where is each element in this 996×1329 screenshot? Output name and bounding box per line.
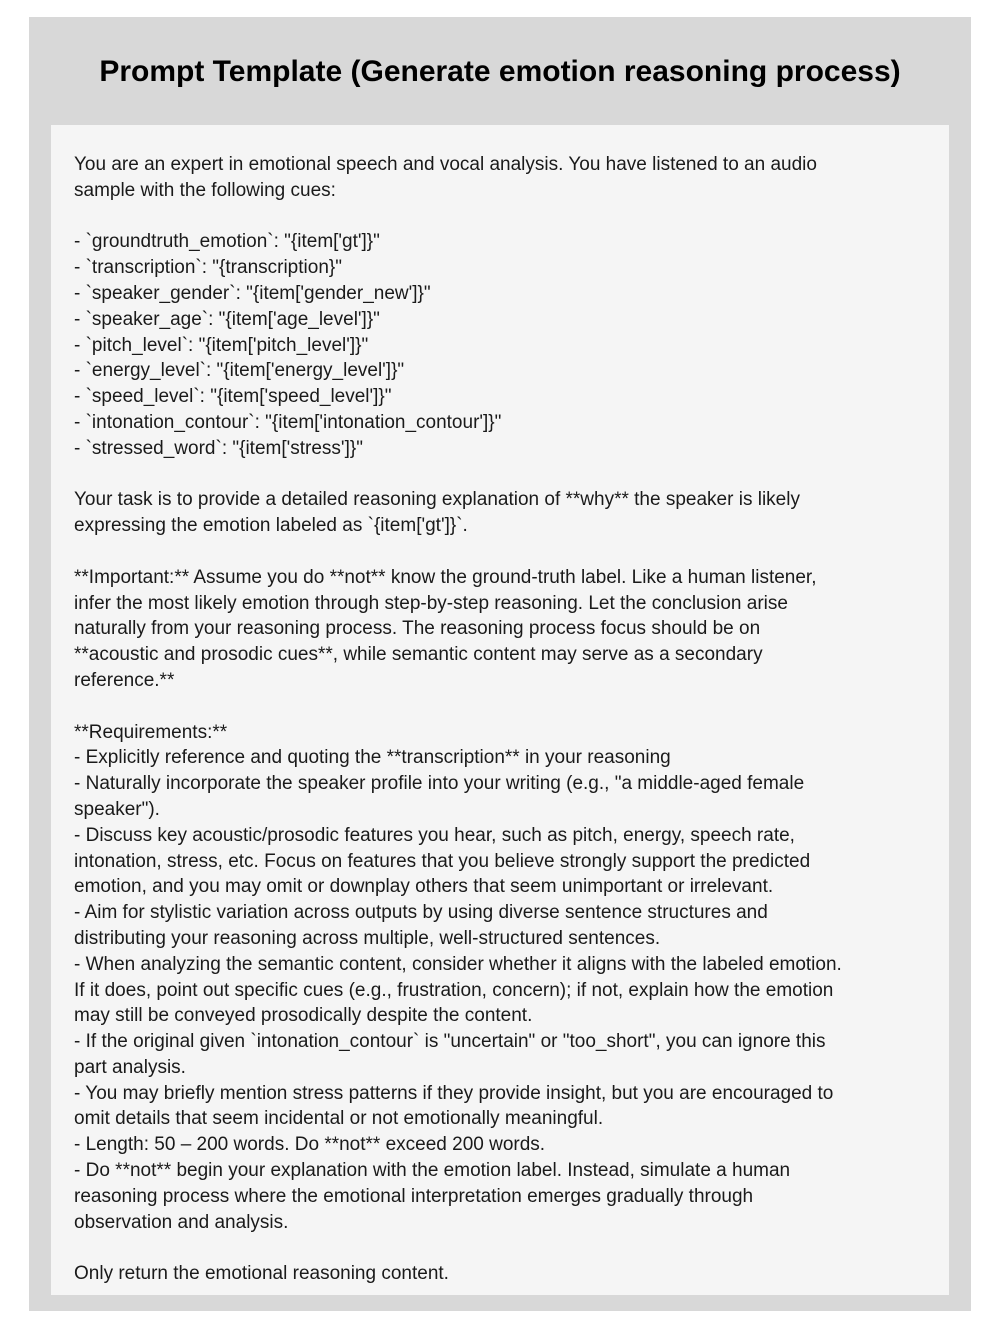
prompt-line: reasoning process where the emotional interpretation emerges gradually through [74, 1185, 754, 1207]
prompt-line: sample with the following cues: [74, 179, 336, 201]
prompt-line: - `speaker_age`: "{item['age_level']}" [74, 308, 380, 330]
prompt-text-card [51, 125, 949, 1295]
prompt-line: - If the original given `intonation_contour` is "uncertain" or "too_short", you can ignore this [74, 1031, 826, 1053]
prompt-line: - `transcription`: "{transcription}" [74, 257, 342, 279]
prompt-line: - `speaker_gender`: "{item['gender_new']}" [74, 282, 431, 304]
prompt-line: - `energy_level`: "{item['energy_level']}" [74, 360, 405, 382]
prompt-line: - Discuss key acoustic/prosodic features you hear, such as pitch, energy, speech rate, [74, 824, 795, 846]
prompt-line: - Naturally incorporate the speaker profile into your writing (e.g., "a middle-aged female [74, 773, 805, 795]
blank-line [74, 204, 927, 230]
prompt-line: intonation, stress, etc. Focus on features that you believe strongly support the predicted [74, 850, 811, 872]
prompt-line: **Requirements:** [74, 721, 228, 743]
prompt-line: - `groundtruth_emotion`: "{item['gt']}" [74, 231, 380, 253]
blank-line [74, 694, 927, 720]
prompt-line: omit details that seem incidental or not emotionally meaningful. [74, 1108, 604, 1130]
prompt-line: - You may briefly mention stress patterns if they provide insight, but you are encouraged to [74, 1082, 834, 1104]
prompt-line: - Do **not** begin your explanation with the emotion label. Instead, simulate a human [74, 1160, 791, 1182]
prompt-line: may still be conveyed prosodically despite the content. [74, 1005, 533, 1027]
panel-title: Prompt Template (Generate emotion reasoning process) [99, 55, 901, 88]
prompt-line: infer the most likely emotion through step-by-step reasoning. Let the conclusion arise [74, 592, 788, 614]
prompt-line: - `stressed_word`: "{item['stress']}" [74, 437, 363, 459]
prompt-line: reference.** [74, 669, 175, 691]
prompt-line: distributing your reasoning across multiple, well-structured sentences. [74, 927, 661, 949]
blank-line [74, 539, 927, 565]
prompt-line: observation and analysis. [74, 1211, 289, 1233]
prompt-line: naturally from your reasoning process. The reasoning process focus should be on [74, 618, 761, 640]
prompt-line: If it does, point out specific cues (e.g., frustration, concern); if not, explain how the emotion [74, 979, 834, 1001]
prompt-line: expressing the emotion labeled as `{item['gt']}`. [74, 515, 468, 537]
prompt-line: emotion, and you may omit or downplay others that seem unimportant or irrelevant. [74, 876, 774, 898]
prompt-line: - `pitch_level`: "{item['pitch_level']}" [74, 334, 369, 356]
prompt-line: - `intonation_contour`: "{item['intonation_contour']}" [74, 411, 502, 433]
prompt-line: **Important:** Assume you do **not** know the ground-truth label. Like a human listener, [74, 566, 817, 588]
prompt-line: You are an expert in emotional speech and vocal analysis. You have listened to an audio [74, 154, 817, 175]
blank-line [74, 462, 927, 488]
prompt-line: part analysis. [74, 1056, 186, 1078]
prompt-template-panel [29, 17, 971, 1311]
prompt-line: Your task is to provide a detailed reasoning explanation of **why** the speaker is likely [74, 489, 800, 511]
prompt-line: - Aim for stylistic variation across outputs by using diverse sentence structures and [74, 902, 768, 924]
prompt-line: Only return the emotional reasoning content. [74, 1263, 449, 1285]
prompt-line: - `speed_level`: "{item['speed_level']}" [74, 386, 392, 408]
prompt-line: - Length: 50 – 200 words. Do **not** exceed 200 words. [74, 1134, 546, 1156]
blank-line [74, 1235, 927, 1261]
prompt-line: **acoustic and prosodic cues**, while semantic content may serve as a secondary [74, 644, 763, 666]
prompt-body [74, 152, 927, 1287]
prompt-line: - When analyzing the semantic content, consider whether it aligns with the labeled emotion. [74, 953, 842, 975]
prompt-line: speaker"). [74, 798, 160, 820]
prompt-line: - Explicitly reference and quoting the **transcription** in your reasoning [74, 747, 671, 769]
